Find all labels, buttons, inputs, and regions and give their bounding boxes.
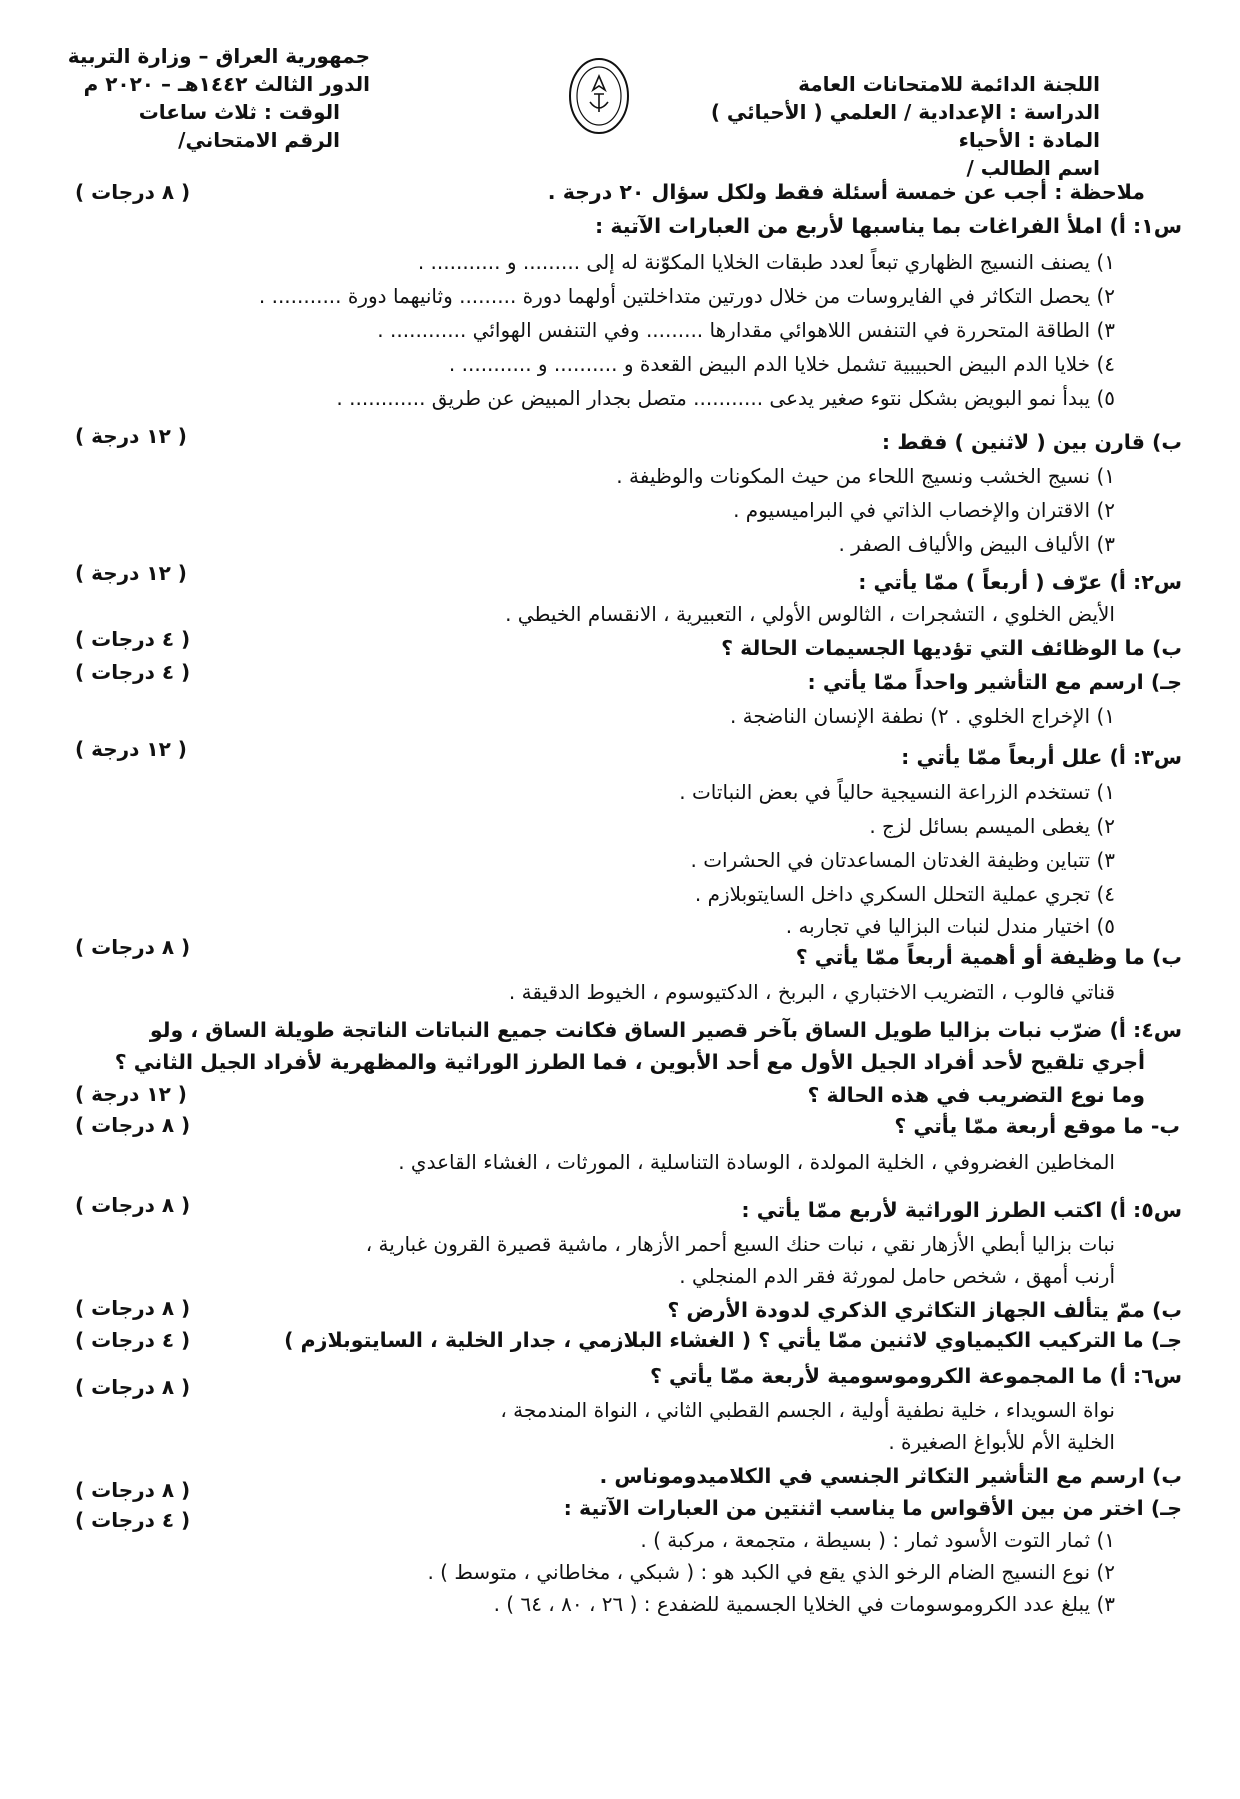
q2-part-b: ب) ما الوظائف التي تؤديها الجسيمات الحالة ؟ xyxy=(721,636,1182,660)
q1-item-1: ١) يصنف النسيج الظهاري تبعاً لعدد طبقات الخلايا المكوّنة له إلى ......... و ........... . xyxy=(417,250,1115,274)
q3-part-b: ب) ما وظيفة أو أهمية أربعاً ممّا يأتي ؟ xyxy=(795,945,1182,969)
exam-round: الدور الثالث ١٤٤٢هـ – ٢٠٢٠ م xyxy=(83,72,370,96)
q6-c-item-2: ٢) نوع النسيج الضام الرخو الذي يقع في الكبد هو : ( شبكي ، مخاطاني ، متوسط ) . xyxy=(427,1560,1115,1584)
q6-part-a: س٦: أ) ما المجموعة الكروموسومية لأربعة ممّا يأتي ؟ xyxy=(650,1364,1182,1388)
mark-q4b: ( ٨ درجات ) xyxy=(75,1113,191,1137)
mark-q2b: ( ٤ درجات ) xyxy=(75,627,191,651)
q2-c-items: ١) الإخراج الخلوي . ٢) نطفة الإنسان الناضجة . xyxy=(729,704,1115,728)
q3-item-5: ٥) اختيار مندل لنبات البزاليا في تجاربه . xyxy=(785,914,1115,938)
q3-item-4: ٤) تجري عملية التحلل السكري داخل السايتوبلازم . xyxy=(694,882,1115,906)
q4-part-b: ب- ما موقع أربعة ممّا يأتي ؟ xyxy=(894,1114,1180,1138)
q1-b-item-3: ٣) الألياف البيض والألياف الصفر . xyxy=(838,532,1115,556)
q6-c-item-3: ٣) يبلغ عدد الكروموسومات في الخلايا الجسمية للضفدع : ( ٢٦ ، ٨٠ ، ٦٤ ) . xyxy=(493,1592,1115,1616)
q5-a-line1: نبات بزاليا أبطي الأزهار نقي ، نبات حنك السبع أحمر الأزهار ، ماشية قصيرة القرون غبارية ، xyxy=(365,1232,1115,1256)
student-name-label: اسم الطالب / xyxy=(966,156,1100,180)
q1-item-4: ٤) خلايا الدم البيض الحبيبية تشمل خلايا الدم البيض القعدة و .......... و ........... . xyxy=(448,352,1115,376)
q3-part-a: س٣: أ) علل أربعاً ممّا يأتي : xyxy=(901,745,1182,769)
q3-b-terms: قناتي فالوب ، التضريب الاختباري ، البربخ ، الدكتيوسوم ، الخيوط الدقيقة . xyxy=(508,980,1115,1004)
exam-note: ملاحظة : أجب عن خمسة أسئلة فقط ولكل سؤال ٢٠ درجة . xyxy=(547,180,1145,204)
q1-item-3: ٣) الطاقة المتحررة في التنفس اللاهوائي مقدارها ......... وفي التنفس الهوائي ............ . xyxy=(377,318,1115,342)
q6-a-line1: نواة السويداء ، خلية نطفية أولية ، الجسم القطبي الثاني ، النواة المندمجة ، xyxy=(500,1398,1115,1422)
q4-part-a-line3: وما نوع التضريب في هذه الحالة ؟ xyxy=(807,1083,1145,1107)
mark-q1b: ( ١٢ درجة ) xyxy=(75,424,187,448)
mark-q2a: ( ١٢ درجة ) xyxy=(75,561,187,585)
q4-b-terms: المخاطين الغضروفي ، الخلية المولدة ، الوسادة التناسلية ، المورثات ، الغشاء القاعدي . xyxy=(398,1150,1115,1174)
q3-item-2: ٢) يغطى الميسم بسائل لزج . xyxy=(869,814,1115,838)
mark-q3b: ( ٨ درجات ) xyxy=(75,935,191,959)
q3-item-3: ٣) تتباين وظيفة الغدتان المساعدتان في الحشرات . xyxy=(690,848,1115,872)
exam-time: الوقت : ثلاث ساعات xyxy=(138,100,340,124)
mark-q6b: ( ٨ درجات ) xyxy=(75,1478,191,1502)
q5-a-line2: أرنب أمهق ، شخص حامل لمورثة فقر الدم المنجلي . xyxy=(679,1264,1115,1288)
q2-part-c: جـ) ارسم مع التأشير واحداً ممّا يأتي : xyxy=(807,670,1182,694)
q6-part-b: ب) ارسم مع التأشير التكاثر الجنسي في الكلاميدوموناس . xyxy=(599,1464,1182,1488)
mark-q2c: ( ٤ درجات ) xyxy=(75,660,191,684)
q4-part-a-line1: س٤: أ) ضرّب نبات بزاليا طويل الساق بآخر قصير الساق فكانت جميع النباتات الناتجة طويلة الساق ، ولو xyxy=(149,1018,1182,1042)
mark-q1a: ( ٨ درجات ) xyxy=(75,180,191,204)
mark-q5a: ( ٨ درجات ) xyxy=(75,1193,191,1217)
q1-item-5: ٥) يبدأ نمو البويض بشكل نتوء صغير يدعى ........... متصل بجدار المبيض عن طريق ............ . xyxy=(336,386,1115,410)
q2-terms: الأيض الخلوي ، التشجرات ، الثالوس الأولي ، التعبيرية ، الانقسام الخيطي . xyxy=(505,602,1115,626)
q5-part-c: جـ) ما التركيب الكيمياوي لاثنين ممّا يأتي ؟ ( الغشاء البلازمي ، جدار الخلية ، السايتوبلازم ) xyxy=(284,1328,1182,1352)
q1-b-item-1: ١) نسيج الخشب ونسيج اللحاء من حيث المكونات والوظيفة . xyxy=(616,464,1115,488)
ministry-seal-icon xyxy=(568,56,630,136)
q3-item-1: ١) تستخدم الزراعة النسيجية حالياً في بعض النباتات . xyxy=(679,780,1115,804)
mark-q6a: ( ٨ درجات ) xyxy=(75,1375,191,1399)
q5-part-b: ب) ممّ يتألف الجهاز التكاثري الذكري لدودة الأرض ؟ xyxy=(667,1298,1182,1322)
mark-q6c: ( ٤ درجات ) xyxy=(75,1508,191,1532)
q1-b-item-2: ٢) الاقتران والإخصاب الذاتي في البراميسيوم . xyxy=(733,498,1115,522)
q6-c-item-1: ١) ثمار التوت الأسود ثمار : ( بسيطة ، متجمعة ، مركبة ) . xyxy=(640,1528,1115,1552)
q6-part-c: جـ) اختر من بين الأقواس ما يناسب اثنتين من العبارات الآتية : xyxy=(563,1496,1182,1520)
mark-q3a: ( ١٢ درجة ) xyxy=(75,737,187,761)
q2-part-a: س٢: أ) عرّف ( أربعاً ) ممّا يأتي : xyxy=(858,570,1182,594)
q6-a-line2: الخلية الأم للأبواغ الصغيرة . xyxy=(888,1430,1115,1454)
mark-q5c: ( ٤ درجات ) xyxy=(75,1328,191,1352)
committee-line: اللجنة الدائمة للامتحانات العامة xyxy=(798,72,1100,96)
q5-part-a: س٥: أ) اكتب الطرز الوراثية لأربع ممّا يأتي : xyxy=(741,1198,1182,1222)
subject-line: المادة : الأحياء xyxy=(958,128,1100,152)
mark-q4a: ( ١٢ درجة ) xyxy=(75,1082,187,1106)
exam-number-label: الرقم الامتحاني/ xyxy=(178,128,340,152)
mark-q5b: ( ٨ درجات ) xyxy=(75,1296,191,1320)
ministry-line: جمهورية العراق – وزارة التربية xyxy=(67,44,370,68)
q1-part-a: س١: أ) املأ الفراغات بما يناسبها لأربع من العبارات الآتية : xyxy=(595,214,1182,238)
q1-item-2: ٢) يحصل التكاثر في الفايروسات من خلال دورتين متداخلتين أولهما دورة ......... وثانيهما دورة ........... . xyxy=(258,284,1115,308)
study-line: الدراسة : الإعدادية / العلمي ( الأحيائي ) xyxy=(710,100,1100,124)
q1-part-b: ب) قارن بين ( لاثنين ) فقط : xyxy=(881,430,1182,454)
q4-part-a-line2: أجري تلقيح لأحد أفراد الجيل الأول مع أحد الأبوين ، فما الطرز الوراثية والمظهرية لأفراد الجيل الثاني ؟ xyxy=(114,1050,1145,1074)
